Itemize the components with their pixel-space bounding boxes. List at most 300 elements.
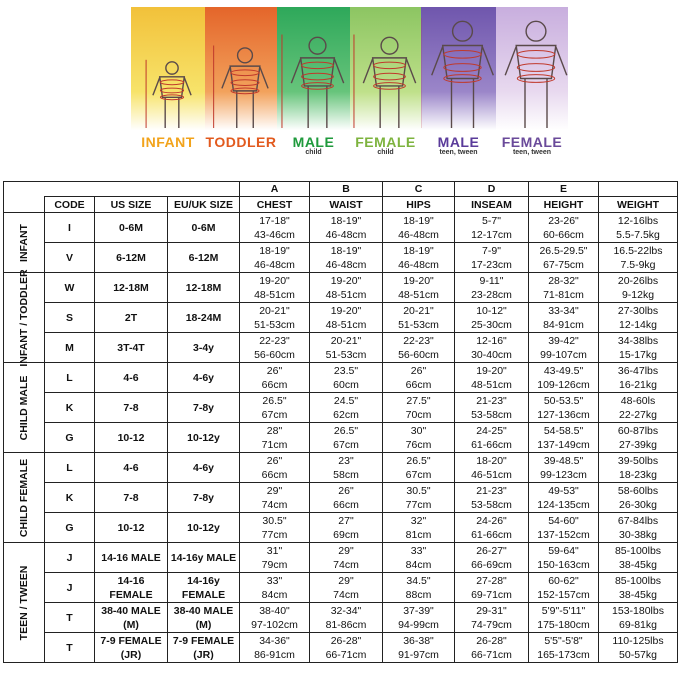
chest-cell: [240, 453, 310, 483]
weight-cell: [599, 543, 678, 573]
chest-cell: [240, 633, 310, 663]
inseam-cell: [455, 273, 529, 303]
hips-cell: [383, 363, 455, 393]
us-size-cell: [95, 453, 168, 483]
group-label-text: INFANT / TODDLER: [18, 268, 30, 367]
table-row: [4, 483, 678, 513]
height-value: 71-81cm: [543, 288, 584, 301]
banner-sublabel: teen, tween: [512, 149, 552, 156]
waist-value: 29": [338, 544, 354, 557]
chest-value: 48-51cm: [254, 288, 295, 301]
hips-value: 33": [410, 544, 427, 557]
chest-value: 84cm: [261, 588, 288, 601]
weight-value: 7.5-9kg: [620, 258, 656, 271]
table-row: [4, 333, 678, 363]
chest-value: 26.5": [262, 394, 287, 407]
height-value: 150-163cm: [537, 558, 590, 571]
us-size-cell-line: 7-8: [123, 491, 139, 504]
eu-size-cell: [168, 483, 240, 513]
chest-value: 74cm: [261, 498, 288, 511]
weight-cell: [599, 633, 678, 663]
waist-cell: [310, 423, 383, 453]
header-letter-blank: [599, 182, 678, 197]
chest-value: 77cm: [261, 528, 288, 541]
height-cell: [529, 453, 599, 483]
header-hips: HIPS: [383, 197, 455, 213]
height-value: 39-48.5": [543, 454, 584, 467]
eu-size-cell-line: 4-6y: [192, 461, 214, 474]
waist-cell: [310, 483, 383, 513]
waist-value: 48-51cm: [325, 288, 367, 301]
weight-value: 12-14kg: [619, 318, 657, 331]
height-value: 50-53.5": [543, 394, 584, 407]
eu-size-cell-line: 7-8y: [192, 491, 214, 504]
code-cell: J: [45, 573, 95, 603]
code-cell: K: [45, 393, 95, 423]
waist-cell: [310, 633, 383, 663]
hips-cell: [383, 333, 455, 363]
hips-value: 34.5": [406, 574, 431, 587]
banner-label: MALE: [437, 134, 480, 150]
hips-value: 70cm: [405, 408, 432, 421]
chest-value: 17-18": [259, 214, 290, 227]
inseam-value: 66-71cm: [471, 648, 512, 661]
height-value: 54-58.5": [543, 424, 584, 437]
chest-value: 66cm: [261, 468, 288, 481]
waist-value: 60cm: [333, 378, 359, 391]
us-size-cell: [95, 243, 168, 273]
height-value: 127-136cm: [537, 408, 590, 421]
inseam-value: 26-28": [476, 634, 507, 647]
header-letter-c: C: [383, 182, 455, 197]
weight-value: 20-26lbs: [617, 274, 659, 287]
eu-size-cell-line: 14-16y: [187, 574, 220, 587]
weight-cell: [599, 273, 678, 303]
hips-value: 36-38": [403, 634, 434, 647]
eu-size-cell-line: 3-4y: [192, 341, 214, 354]
chest-cell: [240, 423, 310, 453]
weight-cell: [599, 333, 678, 363]
chest-value: 97-102cm: [251, 618, 298, 631]
weight-cell: [599, 483, 678, 513]
waist-cell: [310, 393, 383, 423]
height-cell: [529, 513, 599, 543]
group-label-text: TEEN / TWEEN: [18, 565, 30, 640]
us-size-cell-line: 38-40 MALE: [101, 604, 161, 617]
eu-size-cell: [168, 333, 240, 363]
inseam-value: 12-16": [476, 334, 507, 347]
chest-value: 51-53cm: [254, 318, 295, 331]
inseam-value: 25-30cm: [471, 318, 512, 331]
weight-value: 38-45kg: [619, 588, 657, 601]
weight-cell: [599, 453, 678, 483]
header-letter-a: A: [240, 182, 310, 197]
group-label-text: CHILD MALE: [18, 375, 30, 440]
eu-size-cell: [168, 243, 240, 273]
height-value: 59-64": [548, 544, 579, 557]
height-value: 23-26": [548, 214, 579, 227]
inseam-value: 46-51cm: [471, 468, 512, 481]
code-cell: J: [45, 543, 95, 573]
hips-value: 20-21": [403, 304, 434, 317]
code-cell: W: [45, 273, 95, 303]
waist-cell: [310, 513, 383, 543]
waist-cell: [310, 573, 383, 603]
height-value: 99-107cm: [540, 348, 587, 361]
chest-value: 71cm: [261, 438, 288, 451]
height-cell: [529, 423, 599, 453]
height-cell: [529, 633, 599, 663]
child-figure-icon: [131, 7, 205, 132]
height-value: 5'5"-5'8": [544, 634, 583, 647]
waist-value: 32-34": [330, 604, 362, 617]
banner-panel-5: [496, 7, 568, 161]
waist-value: 74cm: [333, 558, 359, 571]
weight-value: 153-180lbs: [612, 604, 664, 617]
waist-value: 51-53cm: [325, 348, 367, 361]
us-size-cell: [95, 633, 168, 663]
waist-value: 23.5": [333, 364, 359, 377]
height-value: 60-66cm: [543, 228, 584, 241]
weight-value: 26-30kg: [619, 498, 657, 511]
hips-cell: [383, 423, 455, 453]
us-size-cell: [95, 483, 168, 513]
waist-value: 18-19": [330, 214, 362, 227]
chest-cell: [240, 243, 310, 273]
eu-size-cell: [168, 303, 240, 333]
inseam-value: 5-7": [482, 214, 501, 227]
eu-size-cell-line: FEMALE: [181, 588, 226, 601]
code-cell: L: [45, 363, 95, 393]
height-value: 43-49.5": [543, 364, 584, 377]
table-row: [4, 603, 678, 633]
chest-value: 31": [266, 544, 283, 557]
chest-value: 56-60cm: [254, 348, 295, 361]
header-code: CODE: [45, 197, 95, 213]
height-cell: [529, 303, 599, 333]
header-weight: WEIGHT: [599, 197, 678, 213]
eu-size-cell-line: 4-6y: [192, 371, 214, 384]
height-value: 137-149cm: [537, 438, 590, 451]
us-size-cell-line: (JR): [120, 648, 142, 661]
inseam-cell: [455, 573, 529, 603]
eu-size-cell: [168, 363, 240, 393]
group-label: [4, 453, 45, 543]
waist-cell: [310, 363, 383, 393]
chest-value: 19-20": [259, 274, 290, 287]
code-cell: M: [45, 333, 95, 363]
height-cell: [529, 573, 599, 603]
table-row: [4, 273, 678, 303]
weight-value: 110-125lbs: [612, 634, 664, 647]
eu-size-cell: [168, 633, 240, 663]
inseam-cell: [455, 213, 529, 243]
header-row: [4, 197, 678, 213]
waist-value: 58cm: [333, 468, 359, 481]
chest-value: 34-36": [259, 634, 290, 647]
waist-cell: [310, 213, 383, 243]
hips-cell: [383, 633, 455, 663]
hips-value: 19-20": [403, 274, 434, 287]
waist-value: 67cm: [333, 438, 359, 451]
waist-value: 26.5": [333, 424, 359, 437]
us-size-cell-line: FEMALE: [109, 588, 153, 601]
table-row: [4, 573, 678, 603]
group-label-text: CHILD FEMALE: [18, 458, 30, 537]
height-value: 109-126cm: [537, 378, 590, 391]
chest-cell: [240, 363, 310, 393]
eu-size-cell-line: 10-12y: [187, 431, 220, 444]
table-row: [4, 453, 678, 483]
waist-value: 20-21": [330, 334, 362, 347]
waist-value: 81-86cm: [325, 618, 367, 631]
banner-label: INFANT: [141, 134, 195, 150]
table-row: [4, 213, 678, 243]
height-value: 99-123cm: [540, 468, 587, 481]
height-value: 67-75cm: [543, 258, 584, 271]
us-size-cell: [95, 273, 168, 303]
us-size-cell-line: 6-12M: [116, 251, 146, 264]
banner-panel-4: [421, 7, 496, 161]
hips-cell: [383, 573, 455, 603]
banner-label: FEMALE: [355, 134, 416, 150]
weight-cell: [599, 603, 678, 633]
us-size-cell-line: (M): [123, 618, 139, 631]
header-letters-row: [4, 182, 678, 197]
chest-value: 33": [266, 574, 283, 587]
group-label: [4, 213, 45, 273]
waist-value: 27": [338, 514, 354, 527]
chest-value: 22-23": [259, 334, 290, 347]
weight-value: 16-21kg: [619, 378, 657, 391]
eu-size-cell-line: 7-8y: [192, 401, 214, 414]
chest-value: 66cm: [261, 378, 288, 391]
inseam-value: 53-58cm: [471, 498, 512, 511]
chest-cell: [240, 213, 310, 243]
hips-cell: [383, 453, 455, 483]
weight-cell: [599, 573, 678, 603]
us-size-cell-line: 4-6: [123, 461, 139, 474]
inseam-value: 21-23": [476, 484, 507, 497]
height-cell: [529, 243, 599, 273]
chest-value: 38-40": [259, 604, 290, 617]
banner-panel-1: [205, 7, 277, 161]
waist-cell: [310, 543, 383, 573]
weight-cell: [599, 243, 678, 273]
banner-sublabel: child: [305, 149, 322, 156]
blank-header: [4, 182, 240, 197]
group-label: [4, 363, 45, 453]
table-row: [4, 543, 678, 573]
inseam-cell: [455, 513, 529, 543]
weight-cell: [599, 393, 678, 423]
hips-value: 37-39": [403, 604, 434, 617]
eu-size-cell-line: 0-6M: [191, 221, 216, 234]
inseam-value: 48-51cm: [471, 378, 512, 391]
hips-cell: [383, 273, 455, 303]
weight-cell: [599, 213, 678, 243]
hips-value: 56-60cm: [398, 348, 439, 361]
table-row: [4, 423, 678, 453]
code-cell: G: [45, 423, 95, 453]
waist-value: 46-48cm: [325, 228, 367, 241]
inseam-cell: [455, 453, 529, 483]
height-value: 5'9"-5'11": [541, 604, 586, 617]
eu-size-cell: [168, 213, 240, 243]
hips-value: 77cm: [405, 498, 432, 511]
hips-value: 76cm: [405, 438, 432, 451]
hips-value: 32": [410, 514, 427, 527]
weight-cell: [599, 303, 678, 333]
chest-cell: [240, 573, 310, 603]
waist-value: 23": [338, 454, 354, 467]
weight-value: 22-27kg: [619, 408, 657, 421]
group-label-text: INFANT: [18, 223, 30, 262]
chest-value: 28": [266, 424, 283, 437]
us-size-cell-line: 14-16: [117, 574, 145, 587]
chest-cell: [240, 393, 310, 423]
inseam-value: 18-20": [476, 454, 507, 467]
chest-cell: [240, 273, 310, 303]
inseam-cell: [455, 333, 529, 363]
weight-value: 5.5-7.5kg: [616, 228, 660, 241]
banner-sublabel: teen, tween: [439, 149, 478, 156]
waist-value: 62cm: [333, 408, 359, 421]
weight-value: 67-84lbs: [617, 514, 659, 527]
table-row: [4, 243, 678, 273]
eu-size-cell-line: 18-24M: [185, 311, 222, 324]
hips-value: 84cm: [405, 558, 432, 571]
eu-size-cell-line: 10-12y: [187, 521, 220, 534]
height-value: 165-173cm: [537, 648, 590, 661]
inseam-cell: [455, 423, 529, 453]
waist-value: 29": [338, 574, 354, 587]
eu-size-cell: [168, 573, 240, 603]
inseam-cell: [455, 393, 529, 423]
hips-value: 26": [410, 364, 427, 377]
code-cell: T: [45, 633, 95, 663]
weight-value: 48-60ls: [620, 394, 656, 407]
eu-size-cell: [168, 603, 240, 633]
code-cell: V: [45, 243, 95, 273]
height-value: 60-62": [548, 574, 579, 587]
waist-value: 74cm: [333, 588, 359, 601]
banner-label: MALE: [292, 134, 335, 150]
height-value: 152-157cm: [537, 588, 590, 601]
waist-value: 66-71cm: [325, 648, 367, 661]
hips-value: 30.5": [406, 484, 431, 497]
height-cell: [529, 543, 599, 573]
header-eu-uk-size: EU/UK SIZE: [168, 197, 240, 213]
inseam-value: 21-23": [476, 394, 507, 407]
chest-value: 67cm: [261, 408, 288, 421]
chest-cell: [240, 543, 310, 573]
size-guide-banner: [131, 7, 568, 161]
us-size-cell: [95, 333, 168, 363]
weight-cell: [599, 423, 678, 453]
eu-size-cell-line: (JR): [193, 648, 214, 661]
chest-value: 18-19": [259, 244, 290, 257]
weight-value: 58-60lbs: [617, 484, 659, 497]
code-cell: I: [45, 213, 95, 243]
header-us-size: US SIZE: [95, 197, 168, 213]
inseam-cell: [455, 243, 529, 273]
header-chest: CHEST: [240, 197, 310, 213]
inseam-value: 53-58cm: [471, 408, 512, 421]
chest-cell: [240, 603, 310, 633]
code-cell: L: [45, 453, 95, 483]
hips-value: 81cm: [405, 528, 432, 541]
group-header-blank: [4, 197, 45, 213]
us-size-cell: [95, 423, 168, 453]
height-cell: [529, 333, 599, 363]
table-row: [4, 513, 678, 543]
table-row: [4, 633, 678, 663]
waist-cell: [310, 333, 383, 363]
chest-value: 30.5": [262, 514, 287, 527]
inseam-cell: [455, 303, 529, 333]
header-inseam: INSEAM: [455, 197, 529, 213]
child-figure-icon: [421, 7, 496, 132]
us-size-cell: [95, 573, 168, 603]
hips-value: 18-19": [403, 214, 434, 227]
height-cell: [529, 603, 599, 633]
waist-cell: [310, 243, 383, 273]
inseam-value: 24-25": [476, 424, 507, 437]
inseam-value: 26-27": [476, 544, 507, 557]
size-chart-table: [3, 181, 678, 663]
inseam-value: 10-12": [476, 304, 507, 317]
height-value: 54-60": [548, 514, 579, 527]
inseam-value: 66-69cm: [471, 558, 512, 571]
hips-value: 26.5": [406, 454, 431, 467]
inseam-value: 7-9": [482, 244, 501, 257]
chest-cell: [240, 303, 310, 333]
inseam-value: 9-11": [479, 274, 504, 287]
table-row: [4, 363, 678, 393]
inseam-value: 23-28cm: [471, 288, 512, 301]
header-letter-d: D: [455, 182, 529, 197]
header-letter-b: B: [310, 182, 383, 197]
eu-size-cell-line: 12-18M: [185, 281, 222, 294]
height-value: 33-34": [548, 304, 579, 317]
banner-panel-0: [131, 7, 205, 161]
eu-size-cell: [168, 393, 240, 423]
inseam-cell: [455, 633, 529, 663]
weight-value: 60-87lbs: [617, 424, 659, 437]
chest-value: 26": [266, 454, 283, 467]
hips-cell: [383, 483, 455, 513]
waist-cell: [310, 273, 383, 303]
us-size-cell-line: 10-12: [117, 431, 145, 444]
table-row: [4, 393, 678, 423]
us-size-cell-line: 3T-4T: [117, 341, 145, 354]
weight-value: 12-16lbs: [617, 214, 659, 227]
weight-value: 18-23kg: [619, 468, 657, 481]
inseam-cell: [455, 363, 529, 393]
hips-value: 51-53cm: [398, 318, 439, 331]
height-value: 28-32": [548, 274, 579, 287]
inseam-cell: [455, 543, 529, 573]
header-letter-e: E: [529, 182, 599, 197]
hips-cell: [383, 603, 455, 633]
banner-panel-2: [277, 7, 350, 161]
weight-value: 34-38lbs: [617, 334, 659, 347]
chest-cell: [240, 513, 310, 543]
hips-cell: [383, 213, 455, 243]
us-size-cell-line: 4-6: [123, 371, 139, 384]
height-value: 84-91cm: [543, 318, 584, 331]
